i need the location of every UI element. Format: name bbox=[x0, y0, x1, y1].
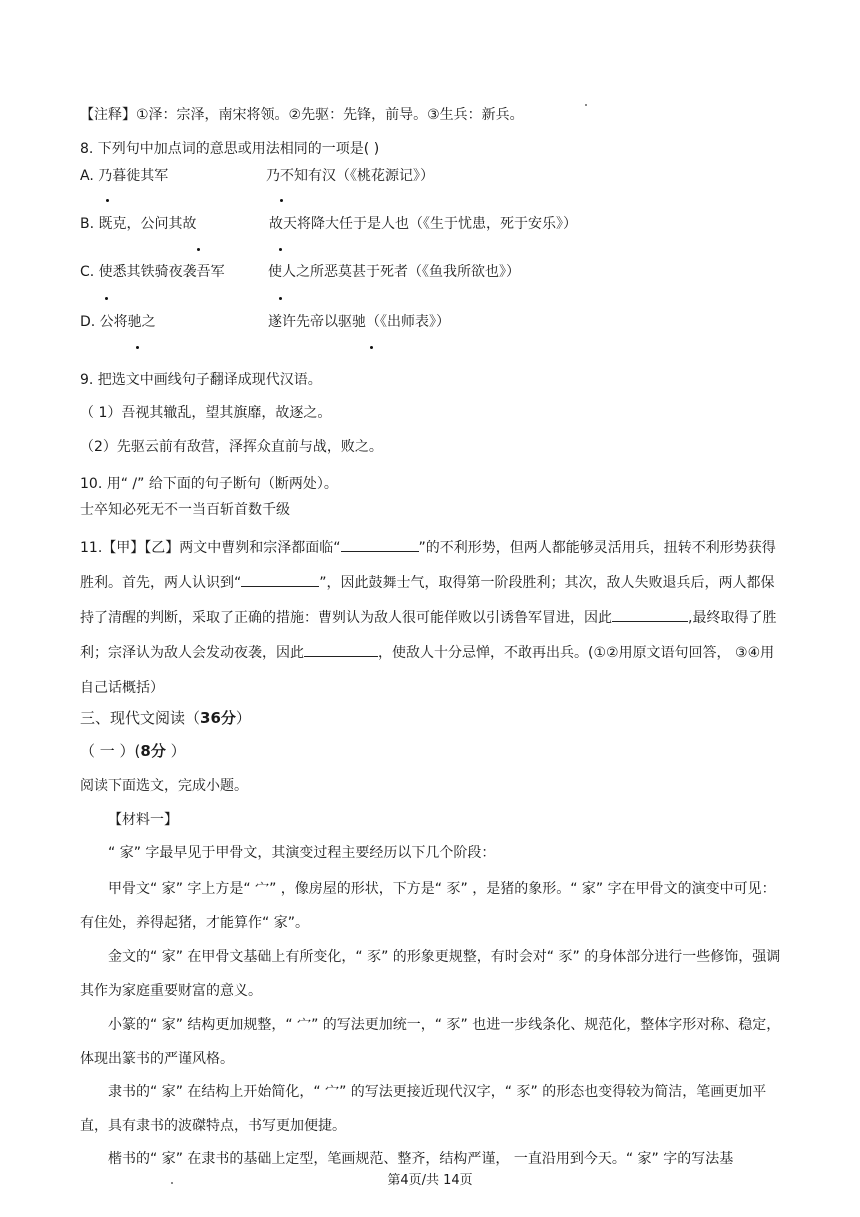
q8-option-b-right: 故天将降大任于是人也（《生于忧患，死于安乐》） bbox=[269, 216, 577, 232]
emphasis-dot bbox=[106, 199, 109, 202]
paragraph-2: 甲骨文“ 家” 字上方是“ 宀” ，像房屋的形状，下方是“ 豕” ，是猪的象形。“ 家” 字在甲骨文的演变中可见：有住处，养得起猪，才能算作“ 家”。 bbox=[80, 881, 776, 931]
scan-speck bbox=[585, 104, 587, 106]
paragraph-5: 隶书的“ 家” 在结构上开始简化，“ 宀” 的写法更接近现代汉字，“ 豕” 的形态也变得较为简洁，笔画更加平直，具有隶书的波磔特点，书写更加便捷。 bbox=[80, 1084, 767, 1134]
q8-option-b-left: B. 既克，公问其故 bbox=[80, 216, 197, 232]
emphasis-dot bbox=[105, 297, 108, 300]
paragraph-4: 小篆的“ 家” 结构更加规整，“ 宀” 的写法更加统一，“ 豕” 也进一步线条化、规范化，整体字形对称、稳定，体现出篆书的严谨风格。 bbox=[80, 1017, 781, 1067]
subsection-heading: （ 一 ）(8分 ） bbox=[80, 742, 186, 760]
emphasis-dot bbox=[197, 248, 200, 251]
question-11-part-5: ，使敌人十分忌惮，不敢再出兵。(①②用原文语句回答， ③④用自己话概括） bbox=[80, 645, 775, 696]
q8-option-d-left: D. 公将驰之 bbox=[80, 314, 156, 330]
section-heading: 三、现代文阅读（36分） bbox=[80, 709, 251, 727]
question-10-sentence: 士卒知必死无不一当百斩首数千级 bbox=[80, 502, 290, 518]
q8-option-a-right: 乃不知有汉（《桃花源记》） bbox=[266, 168, 434, 184]
question-10-stem: 10. 用“ /” 给下面的句子断句（断两处）。 bbox=[80, 476, 338, 492]
question-8-stem: 8. 下列句中加点词的意思或用法相同的一项是( ) bbox=[80, 141, 380, 157]
q8-option-c-right: 使人之所恶莫甚于死者（《鱼我所欲也》） bbox=[268, 264, 520, 280]
reading-instruction: 阅读下面选文，完成小题。 bbox=[80, 778, 248, 794]
question-11-part-3: ”，因此鼓舞士气，取得第一阶段胜利；其次，敌人失败退兵后，两人都保持了清醒的判断，采取了正确的措施：曹刿认为敌人很可能佯败以引诱鲁军冒进，因此 bbox=[80, 575, 775, 626]
emphasis-dot bbox=[279, 248, 282, 251]
answer-blank-2[interactable] bbox=[241, 572, 319, 587]
emphasis-dot bbox=[279, 297, 282, 300]
question-11 bbox=[80, 531, 784, 706]
question-9-item-2: （2）先驱云前有敌营，泽挥众直前与战，败之。 bbox=[80, 439, 383, 455]
question-11-part-1: 11.【甲】【乙】两文中曹刿和宗泽都面临“ bbox=[80, 540, 341, 556]
page-footer: 第4页/共 14页 bbox=[387, 1173, 473, 1188]
scan-speck bbox=[171, 1182, 173, 1184]
answer-blank-4[interactable] bbox=[304, 642, 378, 657]
question-9-item-1: （ 1）吾视其辙乱，望其旗靡，故逐之。 bbox=[80, 405, 332, 421]
q8-option-a-left: A. 乃暮徙其军 bbox=[80, 168, 169, 184]
material-label: 【材料一】 bbox=[108, 812, 178, 828]
emphasis-dot bbox=[136, 346, 139, 349]
q8-option-c-left: C. 使悉其铁骑夜袭吾军 bbox=[80, 264, 225, 280]
paragraph-1: “ 家” 字最早见于甲骨文，其演变过程主要经历以下几个阶段： bbox=[108, 845, 496, 861]
q8-option-d-right: 遂许先帝以驱驰（《出师表》） bbox=[268, 314, 450, 330]
question-11-part-4: ,最终取得了胜利；宗泽认为敌人会发动夜袭，因此 bbox=[80, 610, 777, 661]
emphasis-dot bbox=[370, 346, 373, 349]
answer-blank-3[interactable] bbox=[612, 607, 688, 622]
emphasis-dot bbox=[280, 199, 283, 202]
paragraph-3: 金文的“ 家” 在甲骨文基础上有所变化，“ 豕” 的形象更规整，有时会对“ 豕” 的身体部分进行一些修饰，强调其作为家庭重要财富的意义。 bbox=[80, 949, 781, 999]
question-9-stem: 9. 把选文中画线句子翻译成现代汉语。 bbox=[80, 372, 322, 388]
annotation-note: 【注释】①泽：宗泽，南宋将领。②先驱：先锋，前导。③生兵：新兵。 bbox=[80, 107, 524, 123]
question-11-part-2: ”的不利形势，但两人都能够灵活用兵，扭转不利形势获得胜利。首先，两人认识到“ bbox=[80, 540, 776, 591]
paragraph-6: 楷书的“ 家” 在隶书的基础上定型，笔画规范、整齐，结构严谨， 一直沿用到今天。“ 家” 字的写法基 bbox=[108, 1151, 734, 1167]
answer-blank-1[interactable] bbox=[341, 537, 419, 552]
